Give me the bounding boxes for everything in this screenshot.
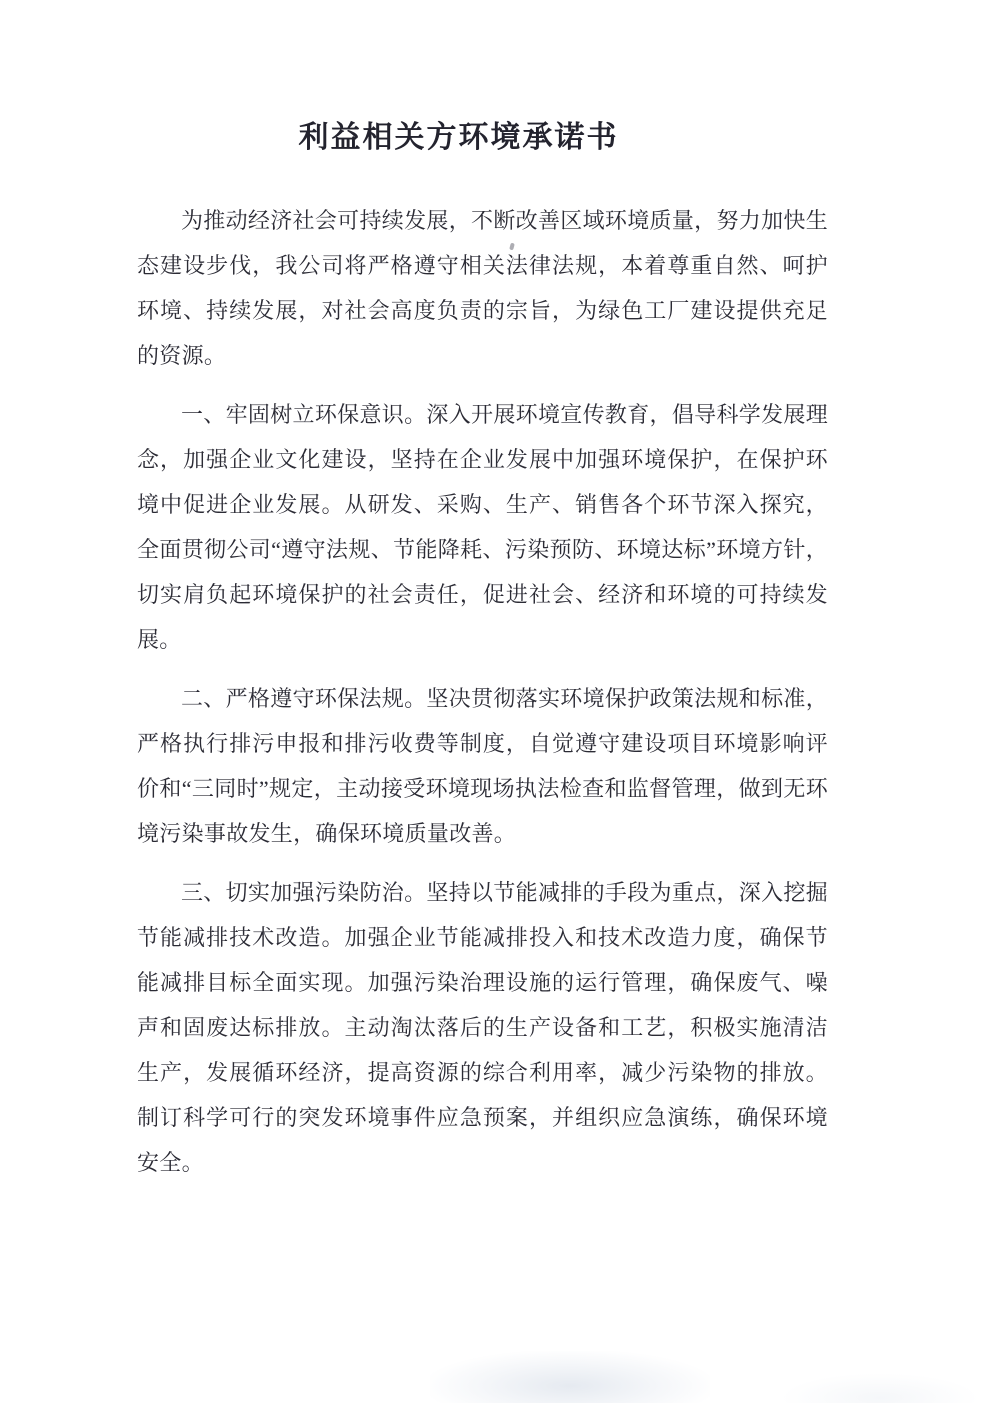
paragraph-item-1: 一、牢固树立环保意识。深入开展环境宣传教育，倡导科学发展理念，加强企业文化建设，坚持在企业发展中加强环境保护，在保护环境中促进企业发展。从研发、采购、生产、销售各个环节深入探究，全面贯彻公司“遵守法规、节能降耗、污染预防、环境达标”环境方针，切实肩负起环境保护的社会责任，促进社会、经济和环境的可持续发展。	[137, 402, 828, 652]
paragraph-item-3: 三、切实加强污染防治。坚持以节能减排的手段为重点，深入挖掘节能减排技术改造。加强企业节能减排投入和技术改造力度，确保节能减排目标全面实现。加强污染治理设施的运行管理，确保废气、噪声和固废达标排放。主动淘汰落后的生产设备和工艺，积极实施清洁生产，发展循环经济，提高资源的综合利用率，减少污染物的排放。制订科学可行的突发环境事件应急预案，并组织应急演练，确保环境安全。	[137, 880, 828, 1175]
document-title: 利益相关方环境承诺书	[298, 121, 619, 154]
scan-shadow-artifact	[430, 1351, 710, 1403]
paragraph-item-2: 二、严格遵守环保法规。坚决贯彻落实环境保护政策法规和标准，严格执行排污申报和排污收费等制度，自觉遵守建设项目环境影响评价和“三同时”规定，主动接受环境现场执法检查和监督管理，做到无环境污染事故发生，确保环境质量改善。	[137, 686, 828, 846]
scan-shadow-artifact-right	[780, 1373, 980, 1403]
paragraph-intro: 为推动经济社会可持续发展，不断改善区域环境质量，努力加快生态建设步伐，我公司将严格遵守相关法律法规，本着尊重自然、呵护环境、持续发展，对社会高度负责的宗旨，为绿色工厂建设提供充足的资源。	[137, 208, 828, 368]
document-body	[137, 198, 828, 1199]
